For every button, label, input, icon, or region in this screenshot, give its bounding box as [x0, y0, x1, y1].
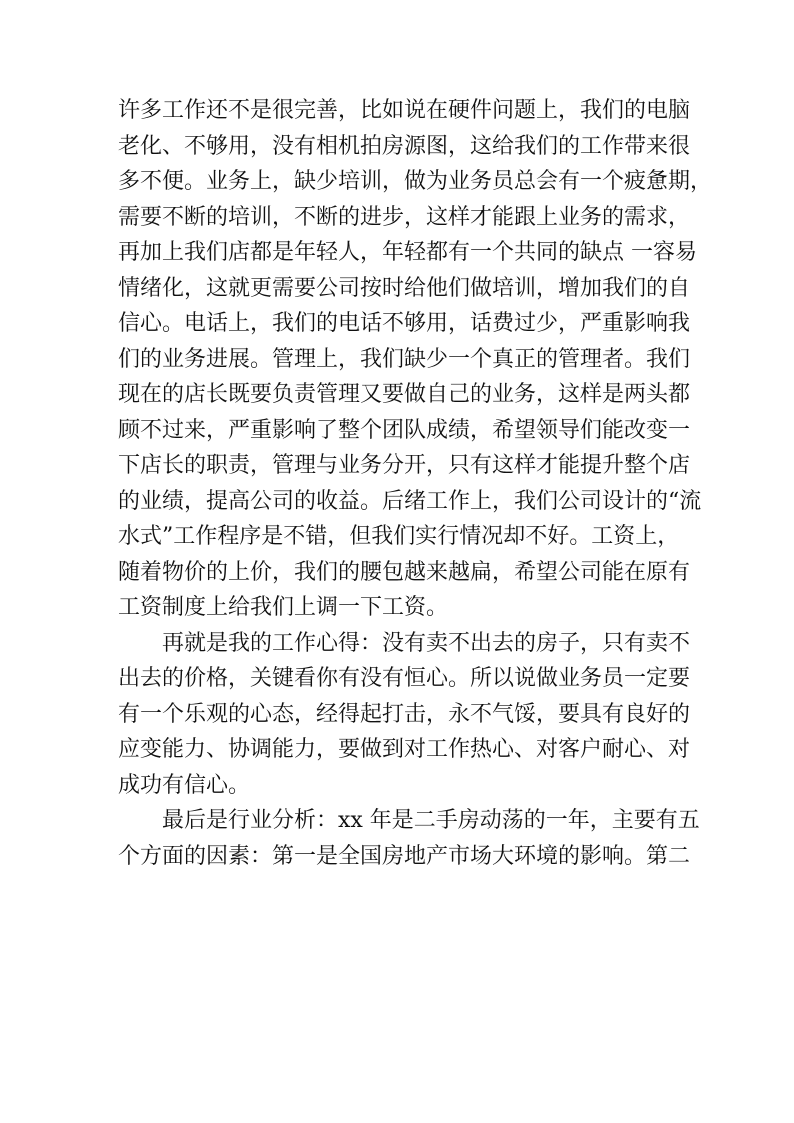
text-line: 工资制度上给我们上调一下工资。: [118, 595, 449, 620]
text-line: 顾不过来，严重影响了整个团队成绩，希望领导们能改变一: [118, 417, 691, 443]
text-line: 个方面的因素：第一是全国房地产市场大环境的影响。第二: [118, 843, 691, 869]
text-line: 们的业务进展。管理上，我们缺少一个真正的管理者。我们: [118, 346, 691, 372]
text-line: 下店长的职责，管理与业务分开，只有这样才能提升整个店: [118, 453, 691, 478]
text-line: 应变能力、协调能力，要做到对工作热心、对客户耐心、对: [118, 737, 691, 762]
text-line: 现在的店长既要负责管理又要做自己的业务，这样是两头都: [118, 382, 691, 407]
text-line: 老化、不够用，没有相机拍房源图，这给我们的工作带来很: [118, 133, 691, 159]
text-line: 水式”工作程序是不错，但我们实行情况却不好。工资上，: [118, 524, 680, 549]
text-line: 出去的价格，关键看你有没有恒心。所以说做业务员一定要: [118, 666, 691, 691]
paragraph-first-line: 再就是我的工作心得：没有卖不出去的房子，只有卖不: [162, 630, 691, 656]
text-line: 多不便。业务上，缺少培训，做为业务员总会有一个疲惫期，: [118, 169, 713, 194]
document-body: [118, 93, 713, 874]
text-line: 信心。电话上，我们的电话不够用，话费过少，严重影响我: [118, 311, 691, 336]
text-line: 需要不断的培训，不断的进步，这样才能跟上业务的需求，: [118, 204, 691, 230]
text-line: 情绪化，这就更需要公司按时给他们做培训，增加我们的自: [118, 275, 691, 301]
text-line: 有一个乐观的心态，经得起打击，永不气馁，要具有良好的: [118, 701, 691, 727]
text-line: 再加上我们店都是年轻人，年轻都有一个共同的缺点 一容易: [118, 240, 697, 265]
text-line: 的业绩，提高公司的收益。后绪工作上，我们公司设计的“流: [118, 488, 702, 514]
text-line: 随着物价的上价，我们的腰包越来越扁，希望公司能在原有: [118, 559, 691, 585]
text-line: 成功有信心。: [118, 772, 251, 798]
text-line: 许多工作还不是很完善，比如说在硬件问题上，我们的电脑: [118, 98, 691, 123]
paragraph-first-line: 最后是行业分析：xx 年是二手房动荡的一年，主要有五: [162, 808, 700, 833]
